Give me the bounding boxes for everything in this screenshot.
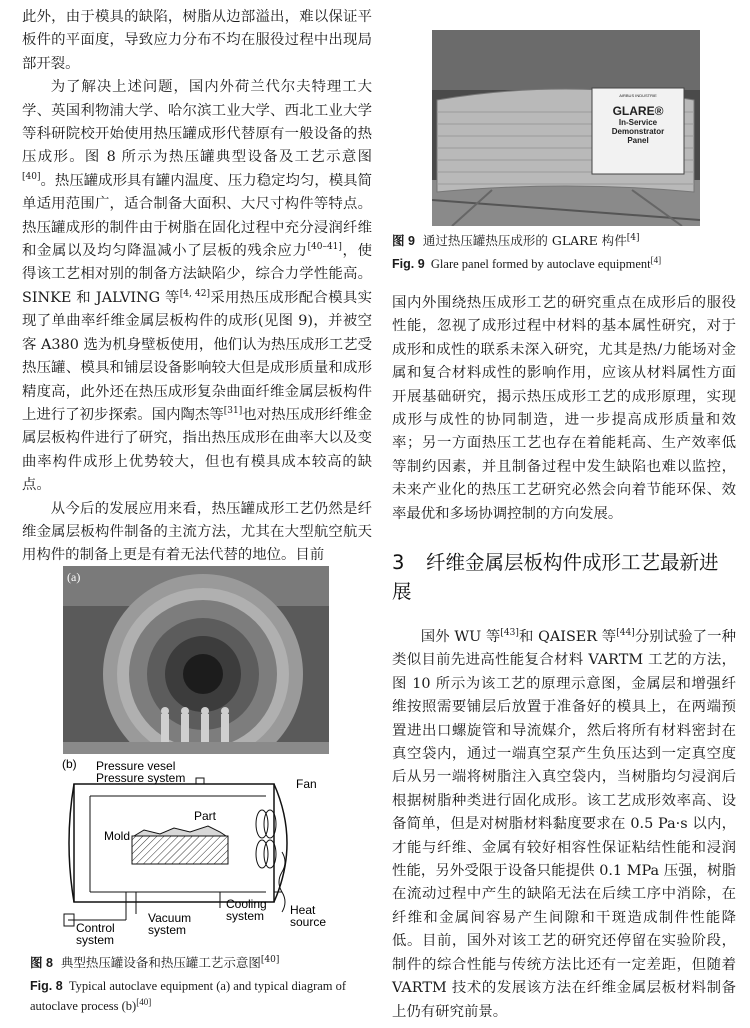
right-column-text-2 (392, 626, 736, 1024)
label-mold: Mold (104, 829, 131, 843)
label-pressure-vessel: Pressure vesel (96, 759, 176, 773)
label-vacuum-system: system (148, 923, 187, 937)
sign-line: Demonstrator (611, 127, 665, 136)
sign-line: Panel (627, 136, 649, 145)
paragraph: 国外 WU 等[43]和 QAISER 等[44]分别试验了一种类似目前先进高性能复合材料 VARTM 工艺的方法，图 10 所示为该工艺的原理示意图，金属层和增强纤维按照需要铺层后放置于准备好的模具上，在两端预置进出口螺旋管和导流媒介，然后将所有材料密封在真空袋内，通过一端真空泵产生负压达到一定真空度后从另一端将树脂注入真空袋内，当树脂均匀浸润后根据树脂种类进行固化成形。该工艺成形效率高、设备简单，但是对树脂材料黏度要求在 0.5 Pa·s 以内，才能与纤维、金属有较好相容性保证粘结性能和浸润性能，另外受限于设备只能提供 0.1 MPa 压强，树脂在流动过程中产生的缺陷无法在后续工序中消除，在纤维和金属间容易产生间隙和干斑造成制件性能降低。目前，国外对该工艺的研究还停留在实验阶段，制件的综合性能与传统方法比还有一定差距，但随着 VARTM 技术的发展该方法在纤维金属层板材料制备上仍有研究前景。 (392, 628, 736, 1020)
citation: [44] (616, 628, 635, 639)
label-fan: Fan (296, 777, 317, 791)
paragraph: 国内外围绕热压成形工艺的研究重点在成形后的服役性能，忽视了成形过程中材料的基本属性研究，对于成形和成性的联系未深入研究，尤其是热/力能场对金属和复合材料成性的影响作用，应该从材料属性方面开展基础研究，揭示热压成形工艺的成形原理，实现成形与成性的协同制造，进一步提高成形质量和效率；另一方面热压工艺也存在着能耗高、生产效率低等制约因素，并且制备过程中发生缺陷也难以监控，未来产业化的热压工艺研究必然会向着节能环保、效率最优和多场协调控制的方向发展。 (392, 295, 736, 522)
section-title: 纤维金属层板构件成形工艺最新进展 (392, 551, 719, 603)
citation: [40] (22, 172, 41, 183)
citation: [31] (223, 406, 243, 417)
label-cooling-system: Cooling (226, 897, 267, 911)
panel-label-a: (a) (67, 570, 81, 584)
label-heat-source: source (290, 915, 327, 929)
fan-icon (256, 810, 276, 868)
figure-8-caption-en: Fig. 8 Typical autoclave equipment (a) and typical diagram of autoclave process (b)[40] (30, 979, 347, 1013)
sign-title: GLARE® (612, 104, 664, 118)
label-pressure-system: Pressure system (96, 771, 186, 785)
section-heading (392, 548, 736, 606)
part-shape (134, 826, 226, 836)
sign-header: AIRBUS INDUSTRIE (619, 93, 657, 98)
figure-9-caption-cn: 图 9 通过热压罐热压成形的 GLARE 构件[4] (392, 232, 640, 248)
label-control-system: system (76, 933, 115, 947)
figure-8a-photo (63, 566, 329, 754)
label-control-system: Control (76, 921, 115, 935)
sign-line: In-Service (618, 118, 658, 127)
mold-shape (132, 836, 228, 864)
autoclave-photo-illustration (63, 566, 329, 754)
paragraph: 此外，由于模具的缺陷，树脂从边部溢出，难以保证平板件的平面度，导致应力分布不均在服役过程中出现局部开裂。 (22, 9, 372, 72)
paragraph: 为了解决上述问题，国内外荷兰代尔夫特理工大学、英国利物浦大学、哈尔滨工业大学、西北工业大学等科研院校开始使用热压罐成形代替原有一般设备的热压成形。图 8 所示为热压罐典型设备及工艺示意图[40]。热压罐成形具有罐内温度、压力稳定均匀，模具简单适用范围广，适合制备大面积、大尺寸构件等特点。热压罐成形的制件由于树脂在固化过程中充分浸润纤维和金属以及均匀降温减小了层板的残余应力[40–41]，使得该工艺相对别的制备方法缺陷少，综合力学性能高。SINKE 和 JALVING 等[4, 42]采用热压成形配合模具实现了单曲率纤维金属层板构件的成形(见图 9)，并被空客 A380 选为机身壁板使用，他们认为热压成形工艺受热压罐、模具和铺层设备影响较大但是成形质量和成形精度高，此外还在热压成形复杂曲面纤维金属层板构件上进行了初步探索。国内陶杰等[31]也对热压成形纤维金属层板构件进行了研究，指出热压成形在曲率大以及变曲率构件成形上优势较大，但也有模具成本较高的缺点。 (22, 79, 372, 494)
label-cooling-system: system (226, 909, 265, 923)
citation: [40–41] (307, 242, 342, 253)
label-part: Part (194, 809, 217, 823)
label-heat-source: Heat (290, 903, 316, 917)
section-number: 3 (392, 551, 405, 574)
citation: [4, 42] (179, 289, 211, 300)
figure-9-photo (432, 30, 700, 226)
figure-9-caption-en: Fig. 9 Glare panel formed by autoclave equipment[4] (392, 254, 662, 271)
paragraph: 从今后的发展应用来看，热压罐成形工艺仍然是纤维金属层板构件制备的主流方法，尤其在大型航空航天用构件的制备上更是有着无法代替的地位。目前 (22, 500, 372, 564)
right-column-text (392, 292, 736, 526)
panel-label-b: (b) (62, 757, 77, 771)
figure-8b-diagram (60, 756, 340, 952)
citation: [43] (500, 628, 519, 639)
left-column-text (22, 6, 372, 568)
label-vacuum-system: Vacuum (148, 911, 192, 925)
figure-8-caption-cn: 图 8 典型热压罐设备和热压罐工艺示意图[40] (30, 954, 280, 970)
